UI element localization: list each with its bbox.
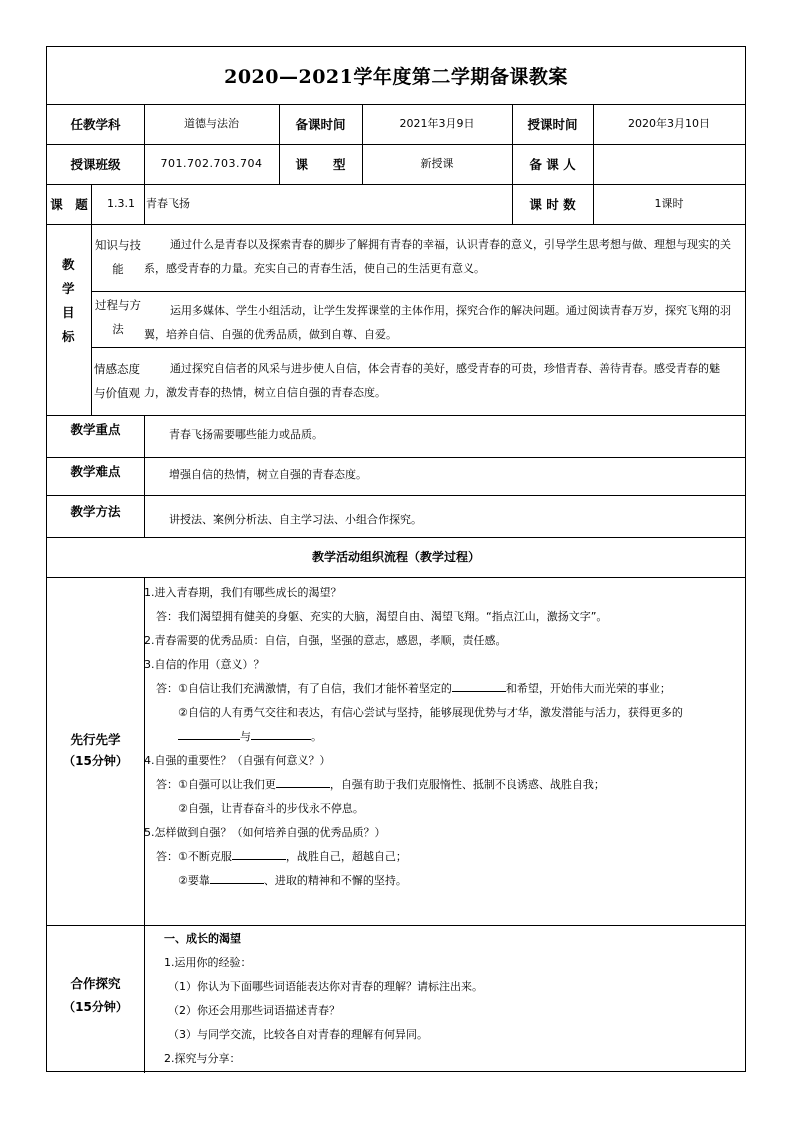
fill-blank bbox=[232, 849, 286, 860]
answer-4a bbox=[144, 773, 742, 797]
method-label: 教学方法 bbox=[70, 503, 121, 519]
emotion-values-content: 通过探究自信者的风采与进步使人自信，体会青春的美好，感受青春的可贵，珍惜青春、善待青春。感受青春的魅力，激发青春的热情，树立自信自强的青春态度。 bbox=[144, 362, 720, 399]
class-label: 授课班级 bbox=[70, 156, 121, 172]
answer-5a-post: ，战胜自己，超越自己； bbox=[285, 850, 407, 863]
key-point-text: 青春飞扬需要哪些能力或品质。 bbox=[169, 428, 323, 441]
subject-value: 道德与法治 bbox=[184, 117, 239, 131]
col-divider bbox=[144, 415, 145, 537]
preparer-label: 备 课 人 bbox=[529, 156, 576, 172]
preparer-value bbox=[593, 144, 745, 184]
fill-blank bbox=[210, 873, 264, 884]
answer-3a-post: 和希望，开始伟大而光荣的事业； bbox=[505, 682, 671, 695]
knowledge-skills-text: 知识与技能 bbox=[95, 238, 141, 276]
cooperate-item-1: 1.运用你的经验： bbox=[164, 956, 252, 969]
row-divider bbox=[47, 495, 745, 496]
subject-label: 任教学科 bbox=[70, 116, 121, 132]
prep-time-label: 备课时间 bbox=[295, 116, 346, 132]
question-3: 3.自信的作用（意义）？ bbox=[144, 658, 265, 671]
answer-4a-pre: 答：①自强可以让我们更 bbox=[156, 778, 276, 791]
answer-3b: ②自信的人有勇气交往和表达，有信心尝试与坚持，能够展现优势与才华，激发潜能与活力，获得更多的 bbox=[178, 706, 683, 719]
process-method-content: 运用多媒体、学生小组活动，让学生发挥课堂的主体作用，探究合作的解决问题。通过阅读青春万岁，探究飞翔的羽翼，培养自信、自强的优秀品质，做到自尊、自爱。 bbox=[144, 304, 731, 341]
answer-4a-post: ，自强有助于我们克服惰性、抵制不良诱惑、战胜自我； bbox=[329, 778, 605, 791]
cooperate-heading: 一、成长的渴望 bbox=[164, 932, 241, 945]
cooperate-item-2: 2.探究与分享： bbox=[164, 1052, 241, 1065]
hours-value: 1课时 bbox=[654, 197, 684, 211]
col-divider bbox=[91, 184, 92, 224]
teach-time-label: 授课时间 bbox=[527, 116, 578, 132]
class-value: 701.702.703.704 bbox=[160, 157, 263, 171]
cooperate-sub-2: （2）你还会用那些词语描述青春？ bbox=[168, 1004, 340, 1017]
page-title: 2020—2021学年度第二学期备课教案 bbox=[224, 66, 568, 88]
answer-5a bbox=[144, 845, 742, 869]
question-4: 4.自强的重要性？（自强有何意义？） bbox=[144, 754, 331, 767]
question-1: 1.进入青春期，我们有哪些成长的渴望？ bbox=[144, 586, 342, 599]
cooperate-label: 合作探究 bbox=[70, 975, 121, 991]
prep-time-value: 2021年3月9日 bbox=[399, 117, 475, 131]
topic-value: 1.3.1 青春飞扬 bbox=[107, 197, 190, 211]
cooperate-sub-1: （1）你认为下面哪些词语能表达你对青春的理解？请标注出来。 bbox=[168, 980, 483, 993]
row-divider bbox=[91, 347, 745, 348]
teach-time-value: 2020年3月10日 bbox=[628, 117, 710, 131]
row-divider bbox=[47, 415, 745, 416]
goals-label-char: 目 bbox=[62, 305, 75, 320]
key-point-label: 教学重点 bbox=[70, 421, 121, 437]
emotion-values-label bbox=[91, 357, 143, 405]
row-divider bbox=[91, 291, 745, 292]
cooperate-sub-3: （3）与同学交流，比较各自对青春的理解有何异同。 bbox=[168, 1028, 428, 1041]
answer-3a-pre: 答：①自信让我们充满激情，有了自信，我们才能怀着坚定的 bbox=[156, 682, 452, 695]
process-header: 教学活动组织流程（教学过程） bbox=[311, 549, 480, 564]
difficulty-text: 增强自信的热情，树立自强的青春态度。 bbox=[169, 468, 367, 481]
difficulty-label: 教学难点 bbox=[70, 463, 121, 479]
cooperate-content bbox=[164, 927, 742, 1071]
lesson-type-value: 新授课 bbox=[420, 157, 454, 171]
row-divider bbox=[47, 577, 745, 578]
answer-3c bbox=[144, 725, 742, 749]
knowledge-skills-content: 通过什么是青春以及探索青春的脚步了解拥有青春的幸福，认识青春的意义，引导学生思考想与做、理想与现实的关系，感受青春的力量。充实自己的青春生活，使自己的生活更有意义。 bbox=[144, 238, 731, 275]
process-method-label bbox=[93, 293, 143, 341]
answer-5b-pre: ②要靠 bbox=[178, 874, 210, 887]
emotion-values-text: 情感态度与价值观 bbox=[94, 362, 140, 400]
goals-label-char: 标 bbox=[62, 329, 75, 344]
preview-label: 先行先学 bbox=[70, 731, 121, 747]
lesson-plan-table bbox=[46, 46, 746, 1072]
fill-blank bbox=[251, 729, 311, 740]
answer-5b bbox=[144, 869, 742, 893]
hours-label: 课 时 数 bbox=[529, 196, 576, 212]
process-method-text: 过程与方法 bbox=[95, 298, 141, 336]
cooperate-time: （15分钟） bbox=[63, 999, 128, 1014]
preview-time: （15分钟） bbox=[63, 753, 128, 768]
fill-blank bbox=[452, 681, 506, 692]
knowledge-skills-label bbox=[93, 233, 143, 281]
goals-label-char: 教 bbox=[62, 257, 75, 272]
answer-4b: ②自强，让青春奋斗的步伐永不停息。 bbox=[178, 802, 364, 815]
answer-5a-pre: 答：①不断克服 bbox=[156, 850, 232, 863]
answer-3a bbox=[144, 677, 742, 701]
fill-blank bbox=[178, 729, 240, 740]
row-divider bbox=[47, 925, 745, 926]
preview-content bbox=[144, 581, 742, 893]
question-2: 2.青春需要的优秀品质：自信，自强，坚强的意志，感恩，孝顺，责任感。 bbox=[144, 634, 507, 647]
answer-1: 答：我们渴望拥有健美的身躯、充实的大脑，渴望自由、渴望飞翔。“指点江山，激扬文字”。 bbox=[156, 610, 608, 623]
method-text: 讲授法、案例分析法、自主学习法、小组合作探究。 bbox=[169, 513, 422, 526]
answer-3c-mid: 与 bbox=[240, 730, 251, 743]
topic-label: 课 题 bbox=[50, 196, 88, 212]
row-divider bbox=[47, 224, 745, 225]
row-divider bbox=[47, 457, 745, 458]
answer-5b-post: 、进取的精神和不懈的坚持。 bbox=[263, 874, 407, 887]
question-5: 5.怎样做到自强？（如何培养自强的优秀品质？） bbox=[144, 826, 386, 839]
lesson-type-label: 课 型 bbox=[295, 156, 346, 172]
fill-blank bbox=[276, 777, 330, 788]
answer-3c-end: 。 bbox=[311, 730, 322, 743]
goals-label-char: 学 bbox=[62, 281, 75, 296]
